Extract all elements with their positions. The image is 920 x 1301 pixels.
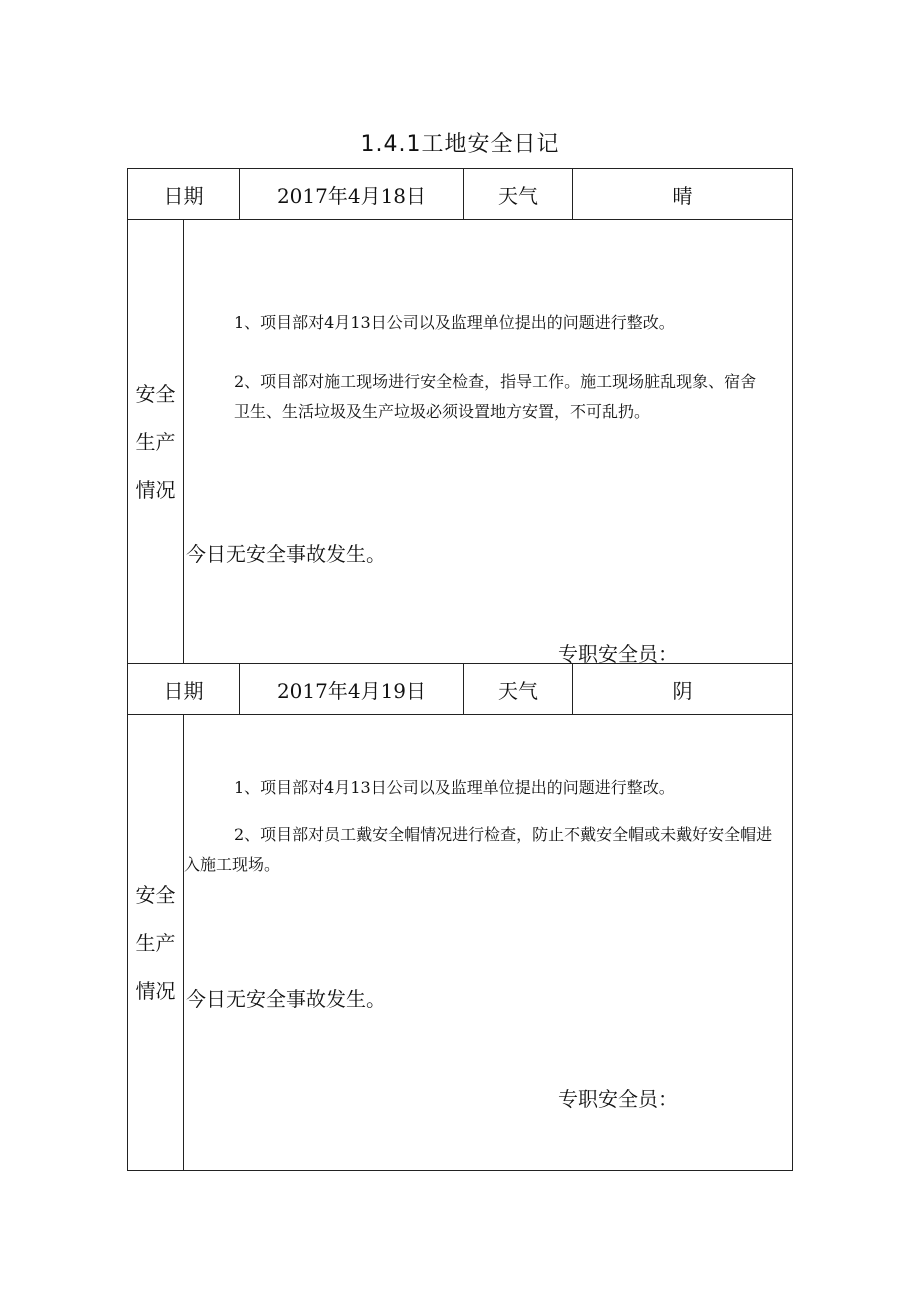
signature-label: 专职安全员： bbox=[558, 642, 678, 666]
date-label: 日期 bbox=[128, 664, 240, 715]
log-item: 2、项目部对施工现场进行安全检查，指导工作。施工现场脏乱现象、宿舍卫生、生活垃圾及生产垃圾必须设置地方安置，不可乱扔。 bbox=[234, 372, 757, 421]
entry-2-body-row bbox=[128, 715, 793, 1171]
entry-content bbox=[184, 220, 793, 664]
page-title: 1.4.1工地安全日记 bbox=[360, 132, 560, 157]
log-item: 1、项目部对4月13日公司以及监理单位提出的问题进行整改。 bbox=[234, 778, 675, 797]
date-value: 2017年4月18日 bbox=[240, 169, 464, 220]
entry-content bbox=[184, 715, 793, 1171]
weather-label: 天气 bbox=[464, 169, 573, 220]
date-label: 日期 bbox=[128, 169, 240, 220]
section-label bbox=[128, 220, 184, 664]
weather-value: 晴 bbox=[573, 169, 793, 220]
entry-1-header-row bbox=[128, 169, 793, 220]
summary-text: 今日无安全事故发生。 bbox=[186, 542, 386, 566]
section-label bbox=[128, 715, 184, 1171]
section-label-line: 生产 bbox=[135, 429, 176, 454]
section-label-line: 情况 bbox=[135, 477, 176, 502]
date-value: 2017年4月19日 bbox=[240, 664, 464, 715]
section-label-line: 情况 bbox=[135, 978, 176, 1003]
log-item: 1、项目部对4月13日公司以及监理单位提出的问题进行整改。 bbox=[234, 313, 675, 332]
signature-label: 专职安全员： bbox=[558, 1087, 678, 1111]
summary-text: 今日无安全事故发生。 bbox=[186, 987, 386, 1011]
section-label-line: 安全 bbox=[135, 882, 176, 907]
log-item: 2、项目部对员工戴安全帽情况进行检查，防止不戴安全帽或未戴好安全帽进入施工现场。 bbox=[184, 825, 773, 874]
entry-2-header-row bbox=[128, 664, 793, 715]
weather-value: 阴 bbox=[573, 664, 793, 715]
safety-log-table bbox=[127, 168, 793, 1171]
weather-label: 天气 bbox=[464, 664, 573, 715]
section-label-line: 安全 bbox=[135, 381, 176, 406]
section-label-line: 生产 bbox=[135, 930, 176, 955]
entry-1-body-row bbox=[128, 220, 793, 664]
